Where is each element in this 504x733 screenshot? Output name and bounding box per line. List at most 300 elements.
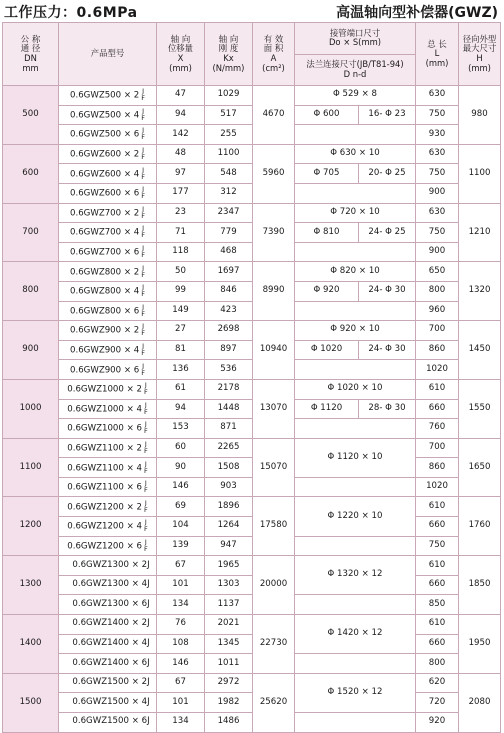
header-area: 有 效 面 积 A (cm²) (253, 23, 295, 86)
header-model: 产品型号 (59, 23, 157, 86)
radial-cell: 1760 (459, 497, 501, 556)
stiffness-cell: 871 (205, 419, 253, 439)
table-row (3, 183, 501, 203)
flange-nd-cell: 16- Φ 23 (359, 105, 416, 125)
model-cell (59, 183, 157, 203)
jf-suffix: J F (141, 126, 145, 142)
table-row (3, 223, 501, 243)
jf-suffix: J F (141, 322, 145, 338)
model-name: 0.6GWZ1000 × 2 (67, 384, 142, 395)
displacement-cell: 81 (157, 340, 205, 360)
jf-suffix: J F (141, 263, 145, 279)
jf-suffix: J F (141, 146, 145, 162)
model-cell (59, 242, 157, 262)
length-cell: 860 (416, 340, 459, 360)
stiffness-cell: 1264 (205, 517, 253, 537)
stiffness-cell: 1965 (205, 556, 253, 576)
jf-suffix: J F (141, 87, 145, 103)
jf-suffix: J F (141, 165, 145, 181)
model-cell (59, 164, 157, 184)
header-length: 总 长 L (mm) (416, 23, 459, 86)
model-name: 0.6GWZ1000 × 4 (67, 404, 142, 415)
area-cell: 25620 (253, 673, 295, 732)
jf-suffix: J F (141, 204, 145, 220)
weld-size-cell: Φ 920 × 10 (295, 321, 416, 341)
jf-suffix: J F (143, 400, 148, 416)
header-displacement: 轴 向 位移量 X (mm) (157, 23, 205, 86)
stiffness-cell: 1303 (205, 575, 253, 595)
model-cell (59, 340, 157, 360)
model-name: 0.6GWZ1400 × 6J (72, 657, 150, 668)
stiffness-cell: 1697 (205, 262, 253, 282)
model-name: 0.6GWZ900 × 2 (70, 325, 140, 336)
length-cell: 610 (416, 379, 459, 399)
model-name: 0.6GWZ1300 × 4J (72, 579, 150, 590)
model-cell (59, 144, 157, 164)
model-name: 0.6GWZ600 × 6 (70, 188, 140, 199)
displacement-cell: 134 (157, 713, 205, 733)
stiffness-cell: 255 (205, 125, 253, 145)
flange-nd-cell: 28- Φ 30 (359, 399, 416, 419)
table-row (3, 164, 501, 184)
dn-cell: 800 (3, 262, 59, 321)
model-name: 0.6GWZ700 × 4 (70, 227, 140, 238)
dn-cell: 1000 (3, 379, 59, 438)
stiffness-cell: 1486 (205, 713, 253, 733)
length-cell: 750 (416, 105, 459, 125)
area-cell: 4670 (253, 86, 295, 145)
dn-cell: 500 (3, 86, 59, 145)
header-radial: 径向外型 最大尺寸 H (mm) (459, 23, 501, 86)
flange-nd-cell: 20- Φ 25 (359, 164, 416, 184)
model-cell (59, 262, 157, 282)
radial-cell: 2080 (459, 673, 501, 732)
length-cell: 900 (416, 242, 459, 262)
length-cell: 610 (416, 497, 459, 517)
model-name: 0.6GWZ800 × 4 (70, 286, 140, 297)
area-cell: 8990 (253, 262, 295, 321)
stiffness-cell: 1345 (205, 634, 253, 654)
model-name: 0.6GWZ1300 × 6J (72, 598, 150, 609)
header-flange-sub: D n-d (343, 68, 367, 79)
flange-nd-cell: 24- Φ 30 (359, 281, 416, 301)
table-row (3, 575, 501, 595)
length-cell: 1020 (416, 477, 459, 497)
stiffness-cell: 903 (205, 477, 253, 497)
dn-cell: 600 (3, 144, 59, 203)
stiffness-cell: 1448 (205, 399, 253, 419)
length-cell: 750 (416, 536, 459, 556)
length-cell: 800 (416, 654, 459, 674)
jf-suffix: J F (143, 498, 148, 514)
model-cell (59, 575, 157, 595)
stiffness-cell: 947 (205, 536, 253, 556)
flange-d-cell: Φ 1120 (295, 399, 359, 419)
jf-suffix: J F (143, 381, 148, 397)
stiffness-cell: 1508 (205, 458, 253, 478)
model-cell (59, 223, 157, 243)
header-flange-main: 法兰连接尺寸(JB/T81-94) (306, 59, 404, 70)
table-row (3, 693, 501, 713)
area-cell: 5960 (253, 144, 295, 203)
model-cell (59, 615, 157, 635)
stiffness-cell: 1137 (205, 595, 253, 615)
empty-cell (295, 536, 416, 556)
model-name: 0.6GWZ600 × 2 (70, 149, 140, 160)
weld-size-cell: Φ 1520 × 12 (295, 673, 416, 712)
table-row (3, 262, 501, 282)
stiffness-cell: 536 (205, 360, 253, 380)
radial-cell: 1650 (459, 438, 501, 497)
table-row (3, 203, 501, 223)
length-cell: 920 (416, 713, 459, 733)
model-name: 0.6GWZ1000 × 6 (67, 423, 142, 434)
table-row (3, 654, 501, 674)
stiffness-cell: 2021 (205, 615, 253, 635)
stiffness-cell: 2698 (205, 321, 253, 341)
area-cell: 17580 (253, 497, 295, 556)
model-name: 0.6GWZ1400 × 4J (72, 637, 150, 648)
table-row (3, 713, 501, 733)
stiffness-cell: 517 (205, 105, 253, 125)
table-row (3, 536, 501, 556)
model-cell (59, 125, 157, 145)
radial-cell: 1950 (459, 615, 501, 674)
jf-suffix: J F (143, 518, 148, 534)
header-flange (295, 54, 416, 86)
displacement-cell: 153 (157, 419, 205, 439)
length-cell: 610 (416, 615, 459, 635)
model-cell (59, 536, 157, 556)
model-name: 0.6GWZ1500 × 4J (72, 696, 150, 707)
table-row (3, 438, 501, 458)
jf-suffix: J F (141, 106, 145, 122)
model-name: 0.6GWZ1500 × 2J (72, 677, 150, 688)
model-name: 0.6GWZ500 × 6 (70, 129, 140, 140)
table-row (3, 615, 501, 635)
displacement-cell: 61 (157, 379, 205, 399)
model-cell (59, 399, 157, 419)
stiffness-cell: 1011 (205, 654, 253, 674)
jf-suffix: J F (141, 361, 145, 377)
area-cell: 15070 (253, 438, 295, 497)
table-row (3, 321, 501, 341)
displacement-cell: 71 (157, 223, 205, 243)
stiffness-cell: 1896 (205, 497, 253, 517)
table-row (3, 281, 501, 301)
displacement-cell: 108 (157, 634, 205, 654)
empty-cell (295, 360, 416, 380)
header-stiffness: 轴 向 刚 度 Kx (N/mm) (205, 23, 253, 86)
model-name: 0.6GWZ500 × 2 (70, 90, 140, 101)
model-name: 0.6GWZ1300 × 2J (72, 559, 150, 570)
flange-d-cell: Φ 810 (295, 223, 359, 243)
model-cell (59, 301, 157, 321)
displacement-cell: 97 (157, 164, 205, 184)
weld-size-cell: Φ 1020 × 10 (295, 379, 416, 399)
displacement-cell: 101 (157, 693, 205, 713)
length-cell: 930 (416, 125, 459, 145)
displacement-cell: 104 (157, 517, 205, 537)
table-row (3, 477, 501, 497)
model-cell (59, 634, 157, 654)
table-row (3, 517, 501, 537)
model-cell (59, 86, 157, 106)
dn-cell: 1500 (3, 673, 59, 732)
flange-d-cell: Φ 705 (295, 164, 359, 184)
weld-size-cell: Φ 1220 × 10 (295, 497, 416, 536)
model-name: 0.6GWZ1100 × 4 (67, 463, 142, 474)
model-cell (59, 105, 157, 125)
model-name: 0.6GWZ900 × 4 (70, 345, 140, 356)
length-cell: 750 (416, 223, 459, 243)
displacement-cell: 134 (157, 595, 205, 615)
stiffness-cell: 468 (205, 242, 253, 262)
stiffness-cell: 897 (205, 340, 253, 360)
dn-cell: 700 (3, 203, 59, 262)
header-weld-sub: Do × S(mm) (328, 37, 382, 48)
weld-size-cell: Φ 630 × 10 (295, 144, 416, 164)
displacement-cell: 136 (157, 360, 205, 380)
model-name: 0.6GWZ700 × 6 (70, 247, 140, 258)
table-row (3, 595, 501, 615)
length-cell: 700 (416, 438, 459, 458)
model-name: 0.6GWZ500 × 4 (70, 110, 140, 121)
model-name: 0.6GWZ800 × 2 (70, 267, 140, 278)
empty-cell (295, 242, 416, 262)
length-cell: 610 (416, 556, 459, 576)
length-cell: 720 (416, 693, 459, 713)
dn-cell: 1200 (3, 497, 59, 556)
radial-cell: 1320 (459, 262, 501, 321)
jf-suffix: J F (143, 459, 148, 475)
model-name: 0.6GWZ700 × 2 (70, 208, 140, 219)
jf-suffix: J F (143, 479, 148, 495)
displacement-cell: 149 (157, 301, 205, 321)
length-cell: 1020 (416, 360, 459, 380)
dn-cell: 1400 (3, 615, 59, 674)
model-cell (59, 321, 157, 341)
stiffness-cell: 2265 (205, 438, 253, 458)
weld-size-cell: Φ 720 × 10 (295, 203, 416, 223)
model-name: 0.6GWZ900 × 6 (70, 365, 140, 376)
displacement-cell: 76 (157, 615, 205, 635)
table-row (3, 144, 501, 164)
table-row (3, 634, 501, 654)
table-row (3, 379, 501, 399)
area-cell: 22730 (253, 615, 295, 674)
radial-cell: 1450 (459, 321, 501, 380)
product-title: 高温轴向型补偿器(GWZ) (336, 5, 498, 21)
jf-suffix: J F (141, 244, 145, 260)
length-cell: 660 (416, 517, 459, 537)
jf-suffix: J F (143, 420, 148, 436)
stiffness-cell: 1029 (205, 86, 253, 106)
radial-cell: 1850 (459, 556, 501, 615)
jf-suffix: J F (143, 439, 148, 455)
length-cell: 960 (416, 301, 459, 321)
table-row (3, 458, 501, 478)
table-row (3, 125, 501, 145)
length-cell: 650 (416, 262, 459, 282)
empty-cell (295, 419, 416, 439)
length-cell: 860 (416, 458, 459, 478)
displacement-cell: 101 (157, 575, 205, 595)
empty-cell (295, 301, 416, 321)
empty-cell (295, 595, 416, 615)
table-row (3, 360, 501, 380)
model-cell (59, 556, 157, 576)
header-weld-main: 接管端口尺寸 (329, 27, 381, 38)
dn-cell: 900 (3, 321, 59, 380)
model-name: 0.6GWZ600 × 4 (70, 169, 140, 180)
stiffness-cell: 1100 (205, 144, 253, 164)
table-row (3, 556, 501, 576)
model-cell (59, 673, 157, 693)
displacement-cell: 48 (157, 144, 205, 164)
empty-cell (295, 654, 416, 674)
empty-cell (295, 713, 416, 733)
model-name: 0.6GWZ1400 × 2J (72, 618, 150, 629)
model-cell (59, 438, 157, 458)
flange-d-cell: Φ 1020 (295, 340, 359, 360)
jf-suffix: J F (141, 342, 145, 358)
stiffness-cell: 312 (205, 183, 253, 203)
model-cell (59, 517, 157, 537)
displacement-cell: 90 (157, 458, 205, 478)
spec-table (2, 22, 501, 733)
table-row (3, 301, 501, 321)
length-cell: 630 (416, 144, 459, 164)
area-cell: 7390 (253, 203, 295, 262)
area-cell: 13070 (253, 379, 295, 438)
weld-size-cell: Φ 1120 × 10 (295, 438, 416, 477)
length-cell: 900 (416, 183, 459, 203)
area-cell: 20000 (253, 556, 295, 615)
weld-size-cell: Φ 529 × 8 (295, 86, 416, 106)
stiffness-cell: 2178 (205, 379, 253, 399)
area-cell: 10940 (253, 321, 295, 380)
table-row (3, 86, 501, 106)
model-cell (59, 693, 157, 713)
length-cell: 700 (416, 321, 459, 341)
displacement-cell: 146 (157, 654, 205, 674)
model-cell (59, 654, 157, 674)
model-cell (59, 379, 157, 399)
stiffness-cell: 846 (205, 281, 253, 301)
model-cell (59, 497, 157, 517)
displacement-cell: 99 (157, 281, 205, 301)
displacement-cell: 146 (157, 477, 205, 497)
displacement-cell: 27 (157, 321, 205, 341)
radial-cell: 1550 (459, 379, 501, 438)
length-cell: 630 (416, 203, 459, 223)
model-name: 0.6GWZ800 × 6 (70, 306, 140, 317)
table-row (3, 673, 501, 693)
jf-suffix: J F (141, 283, 145, 299)
header-weld (295, 23, 416, 55)
length-cell: 630 (416, 86, 459, 106)
model-cell (59, 360, 157, 380)
model-name: 0.6GWZ1100 × 6 (67, 482, 142, 493)
displacement-cell: 50 (157, 262, 205, 282)
radial-cell: 1210 (459, 203, 501, 262)
jf-suffix: J F (143, 537, 148, 553)
displacement-cell: 47 (157, 86, 205, 106)
stiffness-cell: 2972 (205, 673, 253, 693)
weld-size-cell: Φ 1320 × 12 (295, 556, 416, 595)
displacement-cell: 67 (157, 556, 205, 576)
table-row (3, 340, 501, 360)
model-cell (59, 477, 157, 497)
dn-cell: 1300 (3, 556, 59, 615)
table-row (3, 419, 501, 439)
flange-d-cell: Φ 600 (295, 105, 359, 125)
table-row (3, 497, 501, 517)
length-cell: 660 (416, 399, 459, 419)
header-dn: 公 称 通 径 DN mm (3, 23, 59, 86)
jf-suffix: J F (141, 302, 145, 318)
model-name: 0.6GWZ1200 × 2 (67, 502, 142, 513)
displacement-cell: 69 (157, 497, 205, 517)
model-name: 0.6GWZ1200 × 4 (67, 521, 142, 532)
model-cell (59, 419, 157, 439)
displacement-cell: 94 (157, 399, 205, 419)
model-name: 0.6GWZ1100 × 2 (67, 443, 142, 454)
length-cell: 660 (416, 634, 459, 654)
model-name: 0.6GWZ1200 × 6 (67, 541, 142, 552)
flange-nd-cell: 24- Φ 25 (359, 223, 416, 243)
radial-cell: 1100 (459, 144, 501, 203)
model-cell (59, 203, 157, 223)
weld-size-cell: Φ 820 × 10 (295, 262, 416, 282)
model-cell (59, 713, 157, 733)
length-cell: 660 (416, 575, 459, 595)
flange-nd-cell: 24- Φ 30 (359, 340, 416, 360)
stiffness-cell: 779 (205, 223, 253, 243)
empty-cell (295, 125, 416, 145)
jf-suffix: J F (141, 224, 145, 240)
jf-suffix: J F (141, 185, 145, 201)
displacement-cell: 94 (157, 105, 205, 125)
model-name: 0.6GWZ1500 × 6J (72, 716, 150, 727)
dn-cell: 1100 (3, 438, 59, 497)
stiffness-cell: 2347 (205, 203, 253, 223)
stiffness-cell: 548 (205, 164, 253, 184)
displacement-cell: 142 (157, 125, 205, 145)
model-cell (59, 281, 157, 301)
flange-d-cell: Φ 920 (295, 281, 359, 301)
stiffness-cell: 423 (205, 301, 253, 321)
table-row (3, 242, 501, 262)
model-cell (59, 458, 157, 478)
length-cell: 800 (416, 281, 459, 301)
table-row (3, 399, 501, 419)
displacement-cell: 67 (157, 673, 205, 693)
stiffness-cell: 1982 (205, 693, 253, 713)
displacement-cell: 118 (157, 242, 205, 262)
length-cell: 620 (416, 673, 459, 693)
displacement-cell: 177 (157, 183, 205, 203)
length-cell: 850 (416, 595, 459, 615)
empty-cell (295, 183, 416, 203)
length-cell: 750 (416, 164, 459, 184)
radial-cell: 980 (459, 86, 501, 145)
working-pressure-title: 工作压力：0.6MPa (4, 5, 138, 21)
empty-cell (295, 477, 416, 497)
model-cell (59, 595, 157, 615)
displacement-cell: 139 (157, 536, 205, 556)
